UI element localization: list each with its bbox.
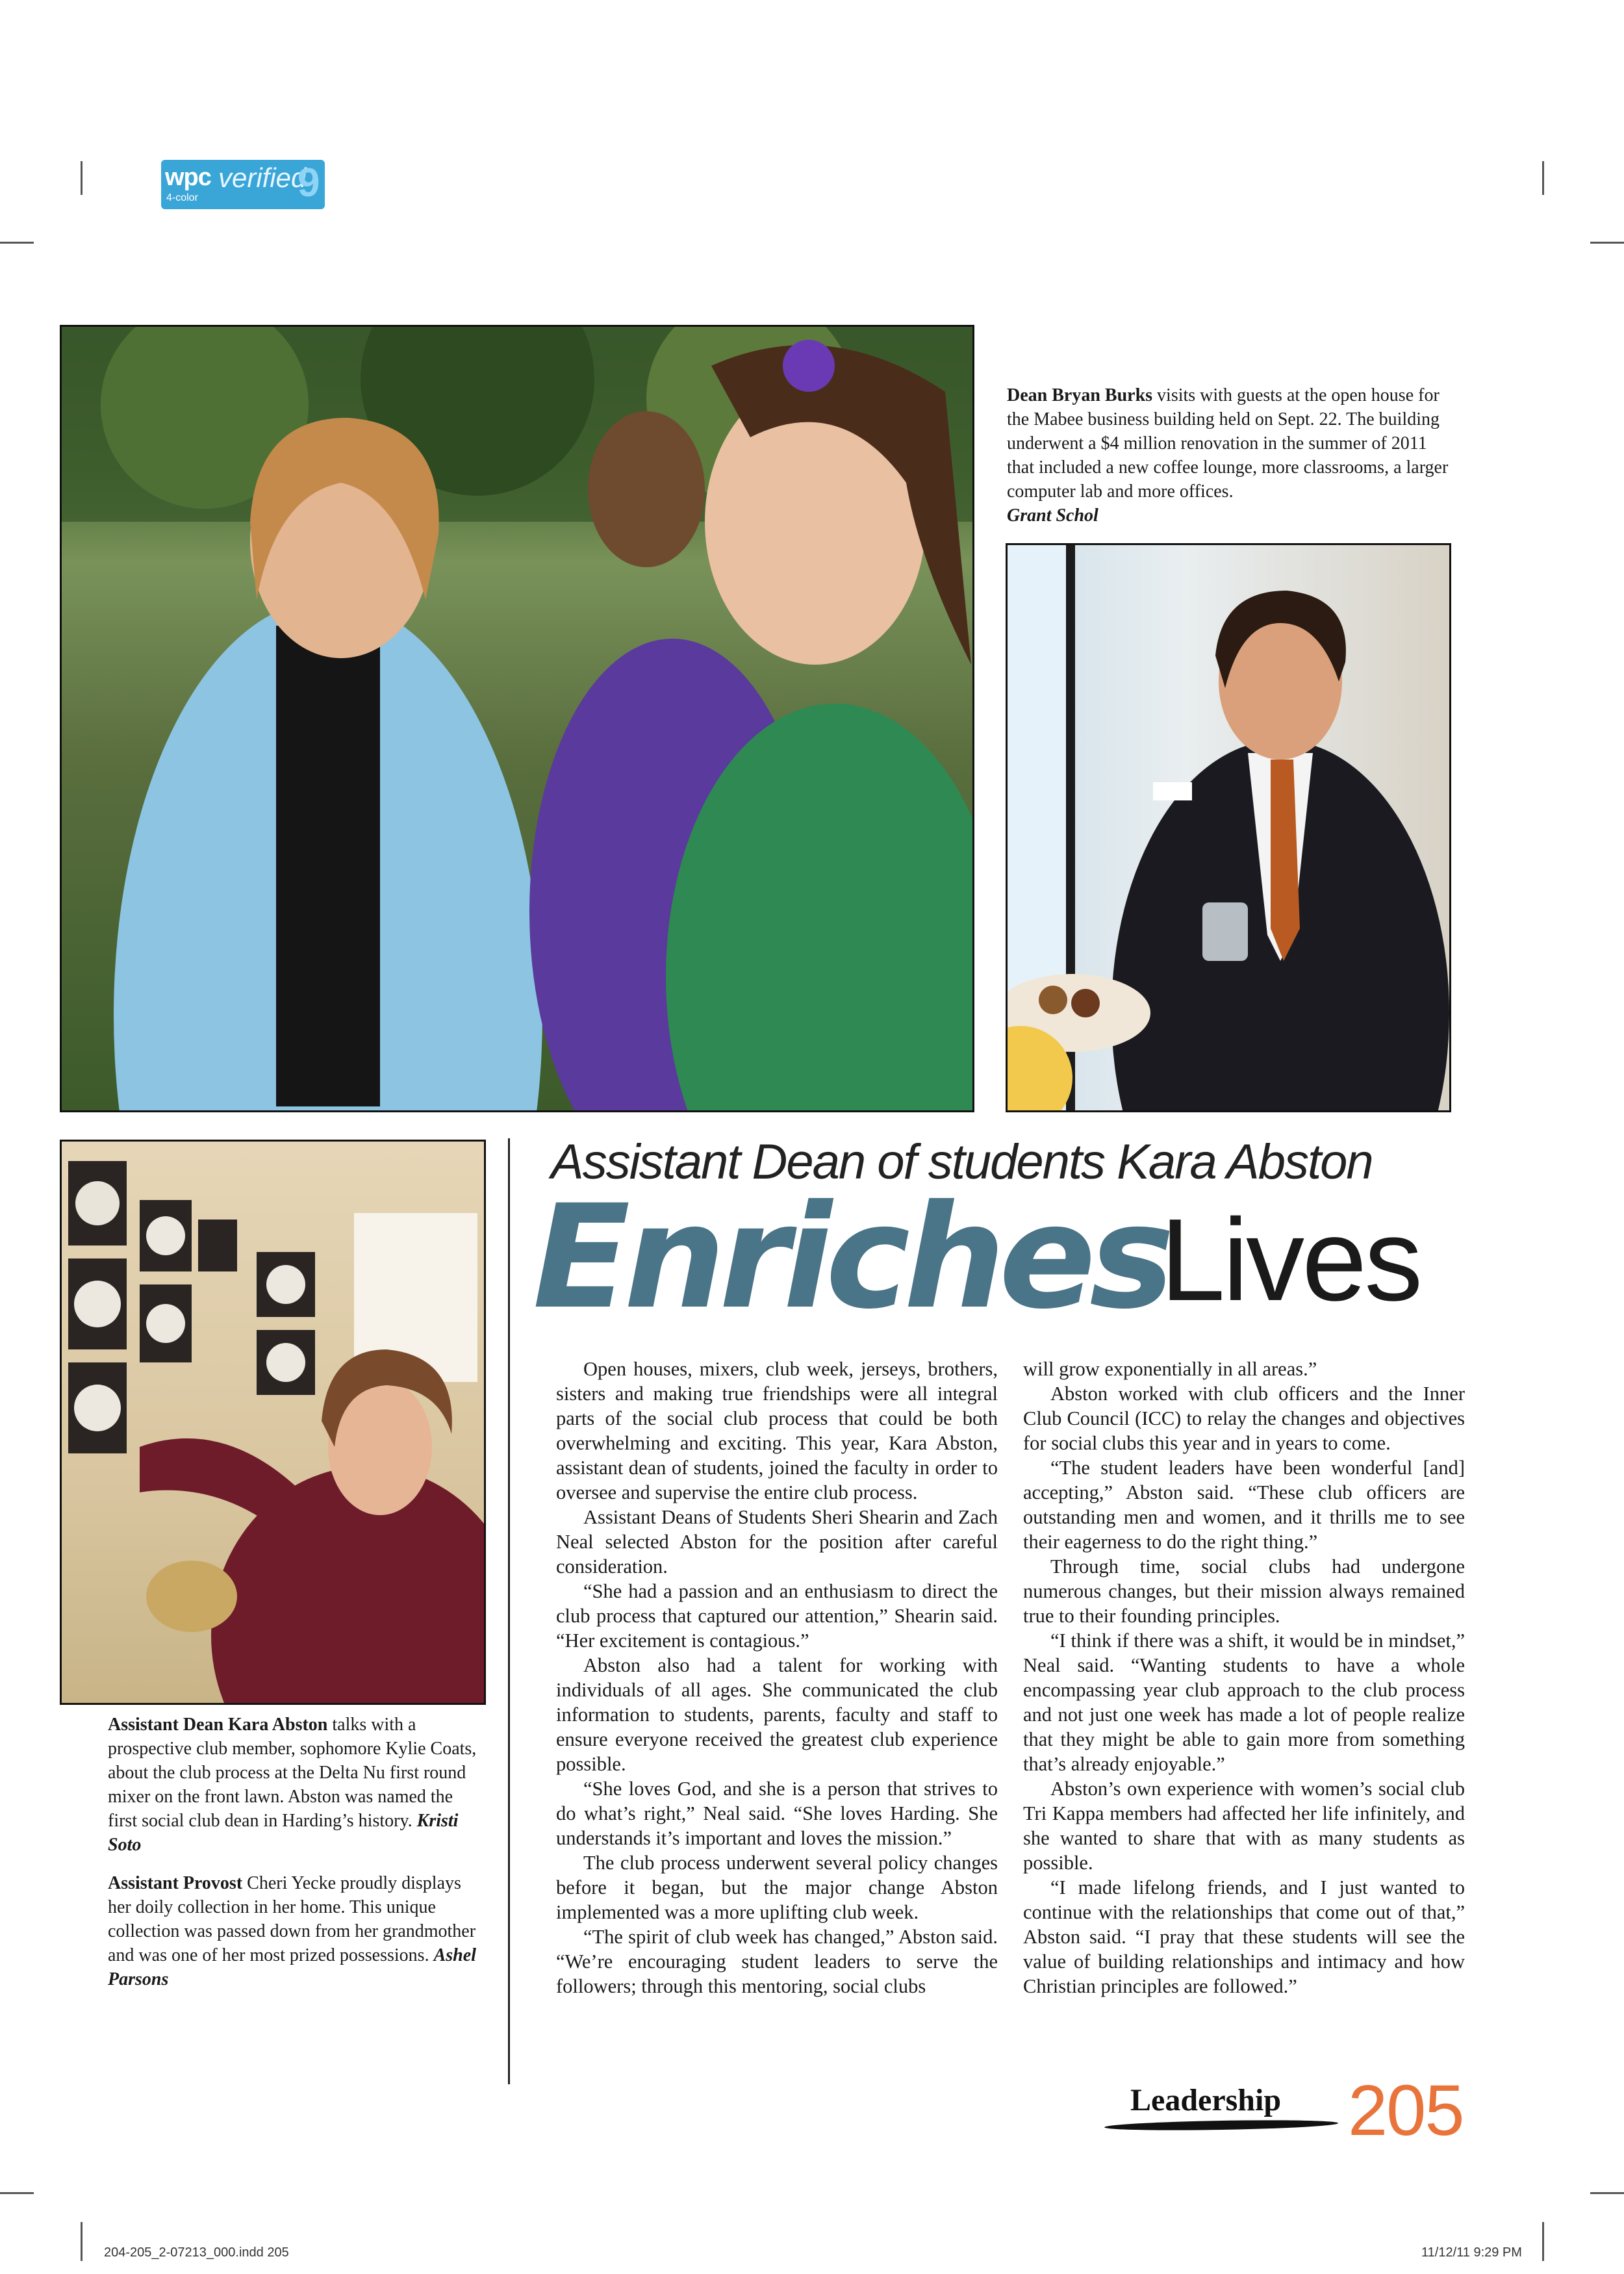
crop-mark [1590, 2192, 1624, 2194]
photo-burks-scene [1008, 545, 1449, 1110]
crop-mark [81, 2222, 82, 2261]
article-paragraph: “The spirit of club week has changed,” Abston said. “We’re encouraging student leaders to serve the followers; through this mentoring, social clubs [556, 1926, 998, 1997]
crop-mark [81, 161, 82, 195]
photo-yecke [60, 1140, 486, 1705]
article-column-2 [1023, 1357, 1465, 1999]
crop-mark [0, 2192, 34, 2194]
article-paragraph: “I made lifelong friends, and I just wanted to continue with the relationships that come out of that,” Abston said. “I pray that these students will see the value of building relationships and intimacy and how Christian principles are followed.” [1023, 1876, 1465, 1997]
article-paragraph: “The student leaders have been wonderful [and] accepting,” Abston said. “These club officers are outstanding men and women, and it thrills me to see their eagerness to do the right thing.” [1023, 1457, 1465, 1553]
article-paragraph: “She loves God, and she is a person that strives to do what’s right,” Neal said. “She loves Harding. She understands it’s important and loves the mission.” [556, 1778, 998, 1849]
page-number: 205 [1348, 2071, 1464, 2151]
caption-abston-text: talks with a prospective club member, sophomore Kylie Coats, about the club process at the Delta Nu first round mixer on the front lawn. Abston was named the first social club dean in Harding’s history. [108, 1715, 477, 1831]
article-paragraph: “She had a passion and an enthusiasm to direct the club process that captured our attention,” Shearin said. “Her excitement is contagious.” [556, 1580, 998, 1652]
article-paragraph: Abston also had a talent for working with individuals of all ages. She communicated the club information to students, parents, faculty and staff to ensure everyone received the greatest club experience possible. [556, 1654, 998, 1775]
wpc-verified-badge [161, 160, 325, 209]
caption-yecke-paragraph [108, 1871, 486, 1991]
caption-burks-text: visits with guests at the open house for the Mabee business building held on Sept. 22. The building underwent a $4 million renovation in the summer of 2011 that included a new coffee lounge, more classrooms, a larger computer lab and more offices. [1007, 385, 1449, 502]
article-column-1 [556, 1357, 998, 1999]
crop-mark [1542, 2222, 1544, 2261]
photo-burks [1006, 543, 1451, 1112]
article-paragraph: Abston worked with club officers and the Inner Club Council (ICC) to relay the changes and objectives for social clubs this year and in years to come. [1023, 1383, 1465, 1454]
article-paragraph: Assistant Deans of Students Sheri Shearin and Zach Neal selected Abston for the position after careful consideration. [556, 1506, 998, 1578]
caption-abston-paragraph [108, 1713, 486, 1857]
caption-abston-name: Assistant Dean Kara Abston [108, 1715, 328, 1735]
article-paragraph: The club process underwent several policy changes before it began, but the major change Abston implemented was a more uplifting club week. [556, 1852, 998, 1923]
article-paragraph: Open houses, mixers, club week, jerseys, brothers, sisters and making true friendships were all integral parts of the social club process that could be both overwhelming and exciting. This year, Kara Abston, assistant dean of students, joined the faculty in order to oversee and supervise the entire club process. [556, 1358, 998, 1503]
badge-brand: wpc [165, 164, 211, 191]
caption-yecke-name: Assistant Provost [108, 1873, 243, 1893]
photo-abston-mixer-scene [62, 327, 972, 1110]
headline-word-enriches: Enriches [533, 1174, 1168, 1340]
crop-mark [1590, 242, 1624, 244]
section-label: Leadership [1130, 2083, 1282, 2117]
caption-burks [1007, 383, 1449, 528]
headline-kicker: Assistant Dean of students Kara Abston [551, 1134, 1373, 1190]
caption-yecke-credit: Ashel Parsons [108, 1945, 476, 1989]
badge-word: verified [218, 162, 307, 193]
caption-abston [108, 1713, 486, 2006]
article-paragraph: Abston’s own experience with women’s social club Tri Kappa members had affected her life infinitely, and she wanted to share that with as many students as possible. [1023, 1778, 1465, 1874]
caption-yecke-text: Cheri Yecke proudly displays her doily collection in her home. This unique collection was passed down from her grandmother and was one of her most prized possessions. [108, 1873, 476, 1965]
caption-abston-credit: Kristi Soto [108, 1811, 459, 1855]
column-divider [508, 1138, 510, 2084]
file-slug: 204-205_2-07213_000.indd 205 [104, 2245, 289, 2260]
headline-word-lives: Lives [1160, 1195, 1421, 1325]
caption-burks-credit: Grant Schol [1007, 505, 1098, 526]
photo-abston-mixer [60, 325, 974, 1112]
article-paragraph: “I think if there was a shift, it would be in mindset,” Neal said. “Wanting students to have a whole encompassing year club approach to the club process and not just one week has made a lot of people realize that they might be able to gain more from something that’s already enjoyable.” [1023, 1629, 1465, 1775]
caption-burks-name: Dean Bryan Burks [1007, 385, 1153, 405]
crop-mark [1542, 161, 1544, 195]
badge-sub: 4-color [166, 192, 198, 203]
article-paragraph: will grow exponentially in all areas.” [1023, 1358, 1317, 1380]
section-swoosh [1104, 2119, 1338, 2132]
badge-mark: 9 [298, 160, 320, 205]
photo-yecke-scene [62, 1142, 484, 1703]
article-paragraph: Through time, social clubs had undergone numerous changes, but their mission always remained true to their founding principles. [1023, 1555, 1465, 1627]
crop-mark [0, 242, 34, 244]
print-timestamp: 11/12/11 9:29 PM [1421, 2245, 1522, 2260]
